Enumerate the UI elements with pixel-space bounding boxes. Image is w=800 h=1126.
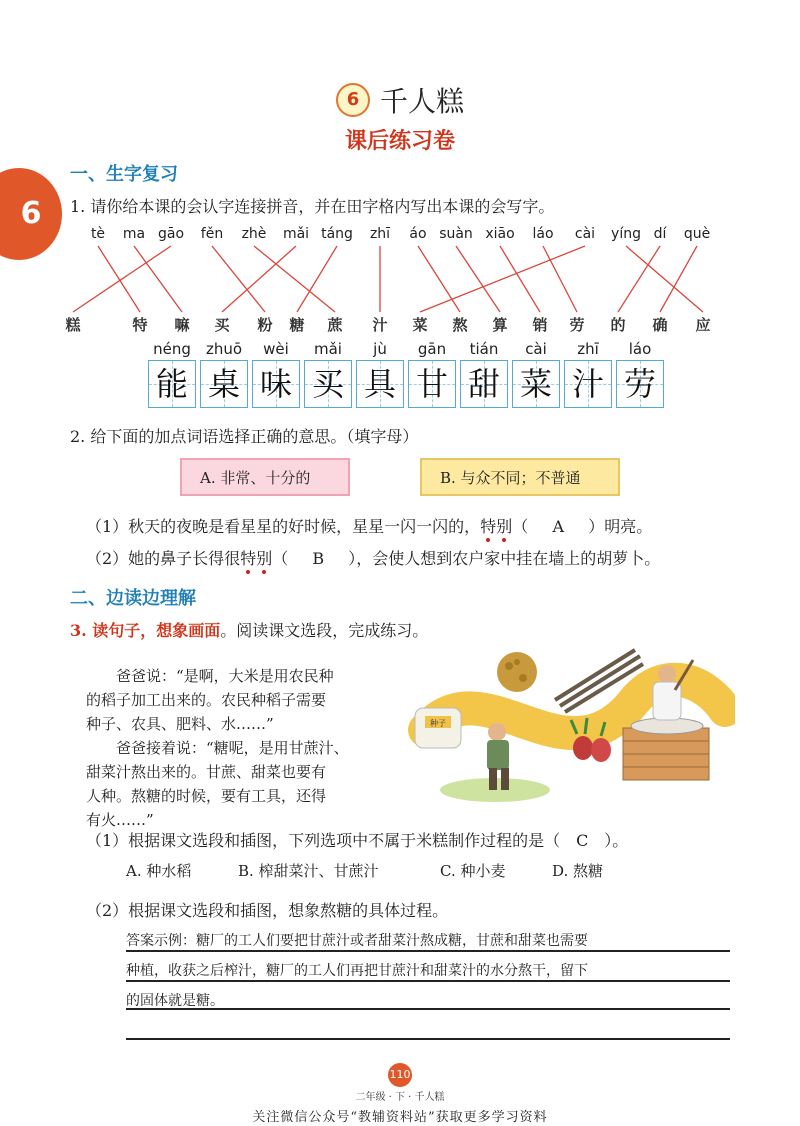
section-title-1: 一、生字复习 [70, 164, 178, 185]
section-title-2: 二、边读边理解 [70, 588, 196, 609]
pinyin-item[interactable]: dí [653, 226, 667, 242]
written-character: 买 [311, 365, 344, 403]
written-character: 甘 [415, 365, 448, 403]
pinyin-item[interactable]: tè [90, 226, 106, 242]
match-line [297, 246, 337, 312]
option-b-card: B. 与众不同；不普通 [420, 458, 620, 496]
match-line [222, 246, 296, 312]
writing-rule [126, 1038, 730, 1040]
character-item[interactable]: 嘛 [174, 316, 190, 334]
match-line [456, 246, 500, 312]
grid-pinyin: gān [417, 340, 447, 358]
writing-cell[interactable] [304, 360, 352, 408]
sentence-1-paren-open: （ [512, 517, 529, 536]
grid-pinyin: néng [153, 340, 191, 358]
subquestion-1-text: （1）根据课文选段和插图，下列选项中不属于米糕制作过程的是（ [86, 831, 561, 850]
passage-line: 爸爸说：“是啊，大米是用农民种 [116, 667, 334, 685]
character-item[interactable]: 销 [532, 316, 548, 334]
side-tab-lesson: 6 [0, 168, 62, 260]
pinyin-item[interactable]: cài [574, 226, 596, 242]
pinyin-item[interactable]: táng [321, 226, 353, 242]
writing-rule [126, 950, 730, 952]
character-item[interactable]: 蔗 [327, 316, 343, 334]
option-a-card: A. 非常、十分的 [180, 458, 350, 496]
passage-line: 爸爸接着说：“糖呢，是用甘蔗汁、 [116, 739, 349, 757]
written-character: 菜 [519, 365, 552, 403]
match-line [618, 246, 660, 312]
dotted-char: 别 [496, 517, 513, 536]
written-character: 甜 [467, 365, 500, 403]
page-subtitle: 课后练习卷 [344, 129, 455, 154]
passage-line: 甜菜汁熬出来的。甘蔗、甜菜也要有 [86, 763, 327, 781]
sentence-2-suffix: ），会使人想到农户家中挂在墙上的胡萝卜。 [348, 549, 661, 568]
written-character: 劳 [623, 365, 656, 403]
passage-line: 的稻子加工出来的。农民种稻子需要 [86, 691, 327, 709]
match-line [212, 246, 265, 312]
pinyin-item[interactable]: áo [409, 226, 427, 242]
writing-rule [126, 980, 730, 982]
subquestion-1 [86, 828, 628, 851]
written-character: 汁 [571, 365, 604, 403]
sentence-2-paren-open: （ [272, 549, 289, 568]
pinyin-item[interactable]: xiāo [485, 226, 515, 242]
passage [86, 664, 406, 832]
writing-cell[interactable] [616, 360, 664, 408]
sentence-1-text: （1）秋天的夜晚是看星星的好时候，星星一闪一闪的， [86, 517, 481, 536]
written-character: 桌 [207, 365, 240, 403]
choice-d: D. 熬糖 [552, 862, 604, 880]
written-character: 能 [155, 365, 188, 403]
character-item[interactable]: 糕 [65, 316, 81, 334]
lesson-title: 千人糕 [379, 85, 464, 118]
question-3-highlight: 3. 读句子，想象画面 [70, 621, 221, 640]
pinyin-item[interactable]: suàn [439, 226, 473, 242]
writing-rule [126, 1008, 730, 1010]
grid-pinyin: láo [628, 340, 652, 358]
seed-bag [415, 708, 461, 748]
character-item[interactable]: 算 [492, 316, 508, 334]
dotted-char: 特 [480, 517, 497, 536]
character-item[interactable]: 特 [132, 316, 148, 334]
pinyin-item[interactable]: mǎi [282, 226, 310, 242]
footer-grade-line: 二年级 · 下 · 千人糕 [355, 1092, 445, 1103]
passage-line: 有火……” [86, 811, 154, 829]
grid-pinyin: cài [525, 340, 547, 358]
question-3-rest: 。阅读课文选段，完成练习。 [220, 621, 429, 640]
passage-line: 人种。熬糖的时候，要有工具，还得 [86, 787, 327, 805]
answer-line-1: 答案示例：糖厂的工人们要把甘蔗汁或者甜菜汁熬成糖，甘蔗和甜菜也需要 [126, 933, 588, 949]
sentence-2-text: （2）她的鼻子长得很 [86, 549, 241, 568]
writing-cell[interactable] [200, 360, 248, 408]
writing-cell[interactable] [252, 360, 300, 408]
character-item[interactable]: 熬 [452, 316, 468, 334]
writing-cell[interactable] [564, 360, 612, 408]
match-line [254, 246, 335, 312]
writing-cell[interactable] [148, 360, 196, 408]
sentence-1 [86, 514, 652, 537]
bag-label: 种子 [430, 719, 446, 728]
answer-blank-1[interactable]: A [552, 517, 565, 536]
character-item[interactable]: 买 [214, 316, 230, 334]
character-item[interactable]: 的 [610, 316, 626, 334]
footer-promo: 关注微信公众号“教辅资料站”获取更多学习资料 [252, 1110, 548, 1125]
pinyin-item[interactable]: ma [122, 226, 146, 242]
sentence-2 [86, 546, 660, 569]
character-item[interactable]: 粉 [257, 316, 273, 334]
subquestion-1-suffix: ）。 [604, 831, 629, 850]
match-line [134, 246, 182, 312]
passage-line: 种子、农具、肥料、水……” [86, 715, 274, 733]
grain-pile [497, 652, 537, 692]
pinyin-item[interactable]: fěn [200, 226, 224, 242]
dotted-word [480, 517, 512, 536]
lesson-number-badge: 6 [336, 83, 370, 117]
written-character: 味 [259, 365, 292, 403]
answer-line-2: 种植，收获之后榨汁，糖厂的工人们再把甘蔗汁和甜菜汁的水分熬干，留下 [126, 963, 588, 979]
dotted-word [240, 549, 272, 568]
grid-pinyin: mǎi [314, 340, 342, 358]
question-3 [70, 618, 428, 641]
match-line [98, 246, 140, 312]
pinyin-item[interactable]: yíng [611, 226, 641, 242]
question-1: 1. 请你给本课的会认字连接拼音，并在田字格内写出本课的会写字。 [70, 197, 555, 216]
grid-pinyin: tián [469, 340, 499, 358]
match-line [73, 246, 171, 312]
choice-a: A. 种水稻 [126, 862, 192, 880]
grid-pinyin: jù [373, 340, 387, 358]
character-item[interactable]: 菜 [412, 316, 428, 334]
grid-pinyin: zhuō [205, 340, 243, 358]
question-2: 2. 给下面的加点词语选择正确的意思。（填字母） [70, 427, 419, 446]
answer-blank-3[interactable]: C [576, 831, 589, 850]
dotted-char: 别 [256, 549, 273, 568]
pinyin-item[interactable]: láo [532, 226, 554, 242]
character-item[interactable]: 汁 [372, 316, 388, 334]
pinyin-item[interactable]: zhè [241, 226, 267, 242]
character-item[interactable]: 劳 [569, 316, 585, 334]
match-line [500, 246, 540, 312]
pinyin-item[interactable]: què [683, 226, 711, 242]
writing-cell[interactable] [512, 360, 560, 408]
choice-c: C. 种小麦 [440, 862, 506, 880]
answer-blank-2[interactable]: B [312, 549, 325, 568]
character-item[interactable]: 糖 [289, 316, 305, 334]
character-item[interactable]: 应 [695, 316, 711, 334]
writing-cell[interactable] [356, 360, 404, 408]
writing-cell[interactable] [460, 360, 508, 408]
pinyin-item[interactable]: gāo [157, 226, 185, 242]
page-number: 110 [388, 1063, 412, 1087]
writing-cell[interactable] [408, 360, 456, 408]
match-line [418, 246, 460, 312]
sentence-1-suffix: ）明亮。 [588, 517, 653, 536]
answer-line-3: 的固体就是糖。 [126, 993, 224, 1009]
illustration-sugar-making [405, 640, 735, 810]
grid-pinyin: zhī [577, 340, 599, 358]
character-item[interactable]: 确 [652, 316, 668, 334]
grid-pinyin: wèi [263, 340, 289, 358]
choice-b: B. 榨甜菜汁、甘蔗汁 [238, 862, 379, 880]
subquestion-2: （2）根据课文选段和插图，想象熬糖的具体过程。 [86, 901, 449, 920]
pinyin-item[interactable]: zhī [369, 226, 391, 242]
written-character: 具 [363, 365, 396, 403]
dotted-char: 特 [240, 549, 257, 568]
